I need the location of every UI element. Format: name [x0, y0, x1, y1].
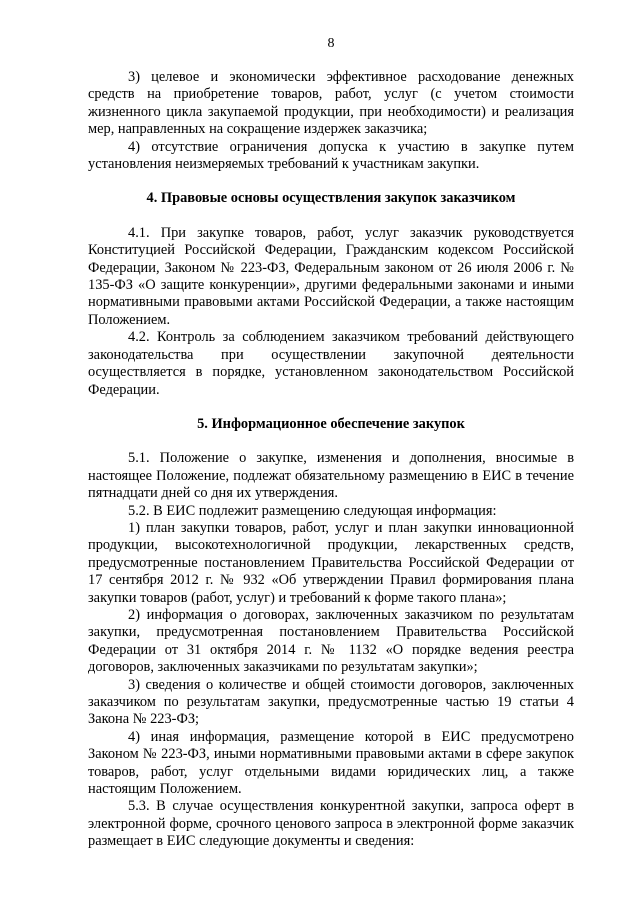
paragraph-4-1: 4.1. При закупке товаров, работ, услуг заказчик руководствуется Конституцией Российской Федерации, Гражданским кодексом Российской Федерации, Законом № 223-ФЗ, Федеральным законом от 26 июля 2006 г. № 135-ФЗ «О защите конкуренции», другими федеральными законами и иными нормативными правовыми актами Российской Федерации, а также настоящим Положением.: [88, 224, 574, 328]
paragraph-5-2: 5.2. В ЕИС подлежит размещению следующая информация:: [128, 502, 497, 519]
section-4-heading: 4. Правовые основы осуществления закупок заказчиком: [146, 190, 516, 207]
paragraph-item-4: 4) отсутствие ограничения допуска к участию в закупке путем установления неизмеряемых требований к участникам закупки.: [88, 138, 574, 173]
paragraph-item-3: 3) целевое и экономически эффективное расходование денежных средств на приобретение товаров, работ, услуг (с учетом стоимости жизненного цикла закупаемой продукции, при необходимости) и реализация мер, направленных на сокращение издержек заказчика;: [88, 69, 574, 138]
paragraph-5-2-item-3: 3) сведения о количестве и общей стоимости договоров, заключенных заказчиком по результатам закупки, предусмотренные частью 19 статьи 4 Закона № 223-ФЗ;: [88, 676, 574, 728]
page-number: 8: [327, 36, 335, 51]
paragraph-5-1: 5.1. Положение о закупке, изменения и дополнения, вносимые в настоящее Положение, подлежат обязательному размещению в ЕИС в течение пятнадцати дней со дня их утверждения.: [88, 450, 574, 502]
paragraph-5-3: 5.3. В случае осуществления конкурентной закупки, запроса оферт в электронной форме, срочного ценового запроса в электронной форме заказчик размещает в ЕИС следующие документы и сведения:: [88, 798, 574, 850]
paragraph-5-2-item-2: 2) информация о договорах, заключенных заказчиком по результатам закупки, предусмотренная постановлением Правительства Российской Федерации от 31 октября 2014 г. № 1132 «О порядке ведения реестра договоров, заключенных заказчиками по результатам закупки»;: [88, 606, 574, 676]
paragraph-5-2-item-1: 1) план закупки товаров, работ, услуг и план закупки инновационной продукции, высокотехнологичной продукции, лекарственных средств, предусмотренные постановлением Правительства Российской Федерации от 17 сентября 2012 г. № 932 «Об утверждении Правил формирования плана закупки товаров (работ, услуг) и требований к форме такого плана»;: [88, 519, 574, 606]
paragraph-5-2-item-4: 4) иная информация, размещение которой в ЕИС предусмотрено Законом № 223-ФЗ, иными нормативными правовыми актами в сфере закупок товаров, работ, услуг отдельными видами юридических лиц, а также настоящим Положением.: [88, 728, 574, 798]
section-5-heading: 5. Информационное обеспечение закупок: [197, 415, 465, 432]
paragraph-4-2: 4.2. Контроль за соблюдением заказчиком требований действующего законодательства при осуществлении закупочной деятельности осуществляется в порядке, установленном законодательством Российской Федерации.: [88, 329, 574, 398]
